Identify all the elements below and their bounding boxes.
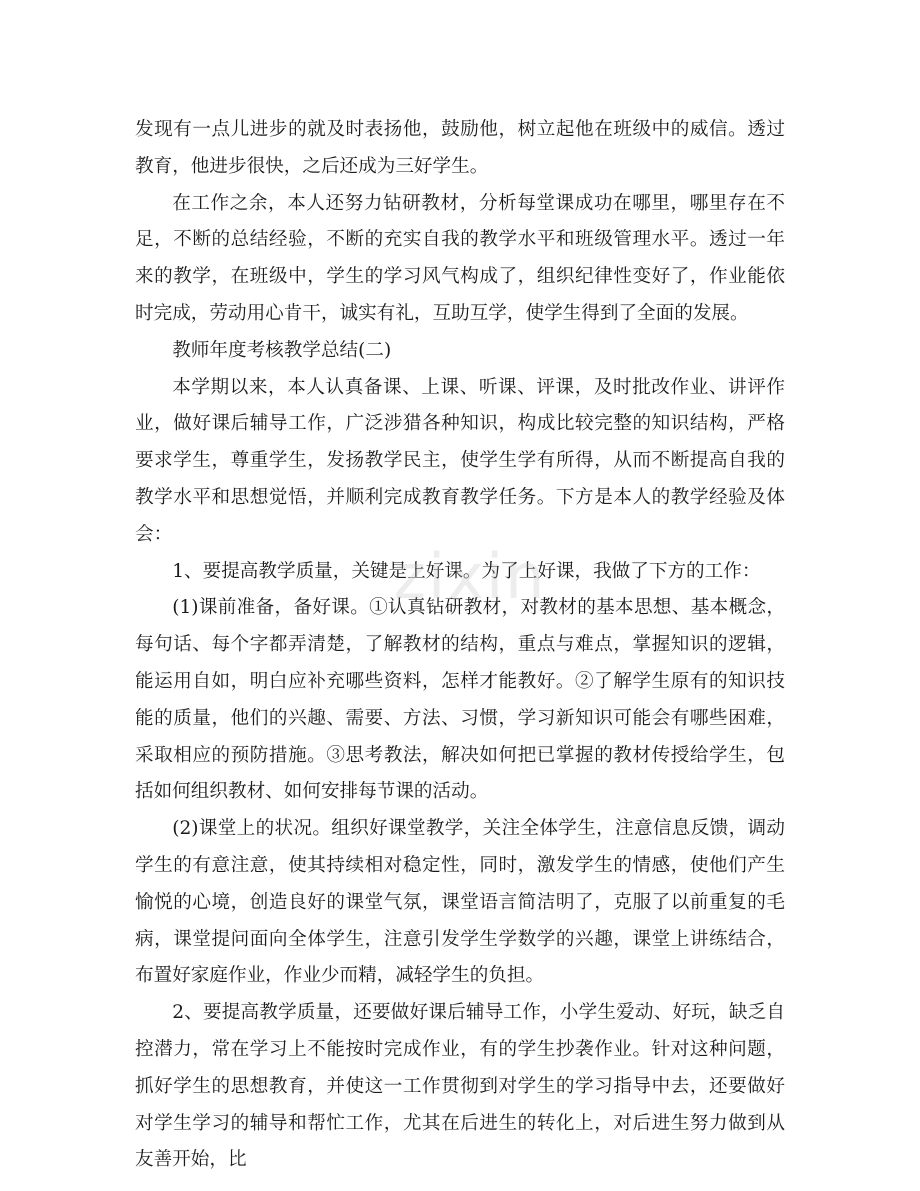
paragraph-point-1-2: (2)课堂上的状况。组织好课堂教学，关注全体学生，注意信息反馈，调动学生的有意注意，使其持续相对稳定性，同时，激发学生的情感，使他们产生愉悦的心境，创造良好的课堂气氛，课堂语言简洁明了，克服了以前重复的毛病，课堂提问面向全体学生，注意引发学生学数学的兴趣，课堂上讲练结合，布置好家庭作业，作业少而精，减轻学生的负担。 (135, 818, 785, 987)
section-heading: 教师年度考核教学总结(二) (172, 339, 392, 361)
paragraph-point-1: 1、要提高教学质量，关键是上好课。为了上好课，我做了下方的工作： (172, 560, 761, 582)
paragraph-semester-intro: 本学期以来，本人认真备课、上课、听课、评课，及时批改作业、讲评作业，做好课后辅导工作，广泛涉猎各种知识，构成比较完整的知识结构，严格要求学生，尊重学生，发扬教学民主，使学生学有所得，从而不断提高自我的教学水平和思想觉悟，并顺利完成教育教学任务。下方是本人的教学经验及体会： (135, 376, 785, 545)
paragraph-continuation: 发现有一点儿进步的就及时表扬他，鼓励他，树立起他在班级中的威信。透过教育，他进步很快，之后还成为三好学生。 (135, 119, 785, 177)
paragraph-point-1-1: (1)课前准备，备好课。①认真钻研教材，对教材的基本思想、基本概念，每句话、每个字都弄清楚，了解教材的结构，重点与难点，掌握知识的逻辑，能运用自如，明白应补充哪些资料，怎样才能教好。②了解学生原有的知识技能的质量，他们的兴趣、需要、方法、习惯，学习新知识可能会有哪些困难，采取相应的预防措施。③思考教法，解决如何把已掌握的教材传授给学生，包括如何组织教材、如何安排每节课的活动。 (135, 597, 785, 803)
watermark: zixin (393, 540, 547, 613)
paragraph-point-2: 2、要提高教学质量，还要做好课后辅导工作，小学生爱动、好玩，缺乏自控潜力，常在学习上不能按时完成作业，有的学生抄袭作业。针对这种问题，抓好学生的思想教育，并使这一工作贯彻到对学生的学习指导中去，还要做好对学生学习的辅导和帮忙工作，尤其在后进生的转化上，对后进生努力做到从友善开始，比 (135, 1002, 785, 1171)
document-body (135, 112, 785, 1179)
paragraph-work-spare-time: 在工作之余，本人还努力钻研教材，分析每堂课成功在哪里，哪里存在不足，不断的总结经验，不断的充实自我的教学水平和班级管理水平。透过一年来的教学，在班级中，学生的学习风气构成了，组织纪律性变好了，作业能依时完成，劳动用心肯干，诚实有礼，互助互学，使学生得到了全面的发展。 (135, 192, 785, 324)
